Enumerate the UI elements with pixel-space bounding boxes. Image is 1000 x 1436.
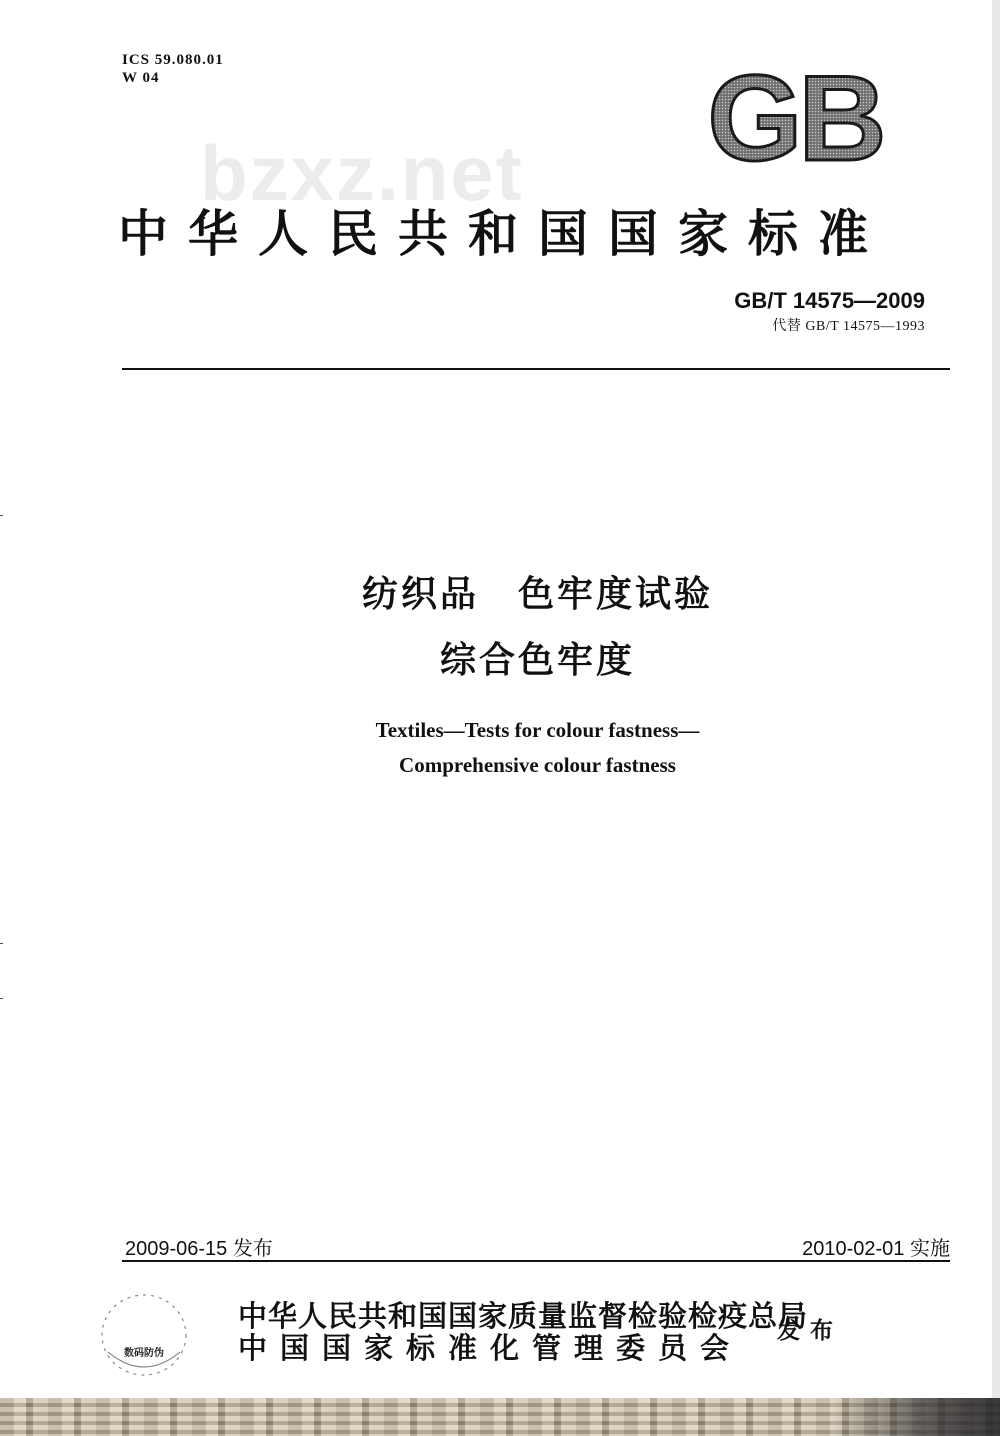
standard-number: GB/T 14575—2009 — [734, 288, 925, 313]
issuer-line2: 中国国家标准化管理委员会 — [238, 1331, 743, 1365]
anti-counterfeit-seal — [98, 1290, 190, 1380]
title-en-line1: Textiles—Tests for colour fastness— — [375, 718, 700, 742]
seal-text: 数码防伪 — [124, 1348, 164, 1359]
replaces-standard: 代替 GB/T 14575—1993 — [772, 319, 925, 334]
ics-code: ICS 59.080.01 — [122, 52, 224, 68]
watermark: bzxz.net — [200, 129, 524, 217]
issue-date: 2009-06-15 发布 — [125, 1238, 273, 1260]
page-edge — [992, 0, 1000, 1400]
national-standard-title: 中华人民共和国国家标准 — [118, 205, 888, 263]
issuer-line1: 中华人民共和国国家质量监督检验检疫总局 — [238, 1299, 809, 1333]
header-rule — [122, 368, 950, 370]
background-shadow — [830, 1398, 1000, 1436]
margin-tick — [0, 515, 3, 516]
margin-tick — [0, 943, 3, 944]
margin-tick — [0, 998, 3, 999]
title-en-line2: Comprehensive colour fastness — [399, 753, 676, 777]
footer-rule — [122, 1260, 950, 1262]
title-zh-line1: 纺织品 色牢度试验 — [361, 574, 713, 615]
svg-text:GB: GB — [707, 62, 883, 172]
classification-code: W 04 — [122, 70, 160, 86]
implementation-date: 2010-02-01 实施 — [802, 1238, 950, 1260]
publish-label: 发布 — [777, 1318, 843, 1344]
gb-logo — [688, 62, 903, 172]
title-zh-line2: 综合色牢度 — [439, 640, 635, 681]
